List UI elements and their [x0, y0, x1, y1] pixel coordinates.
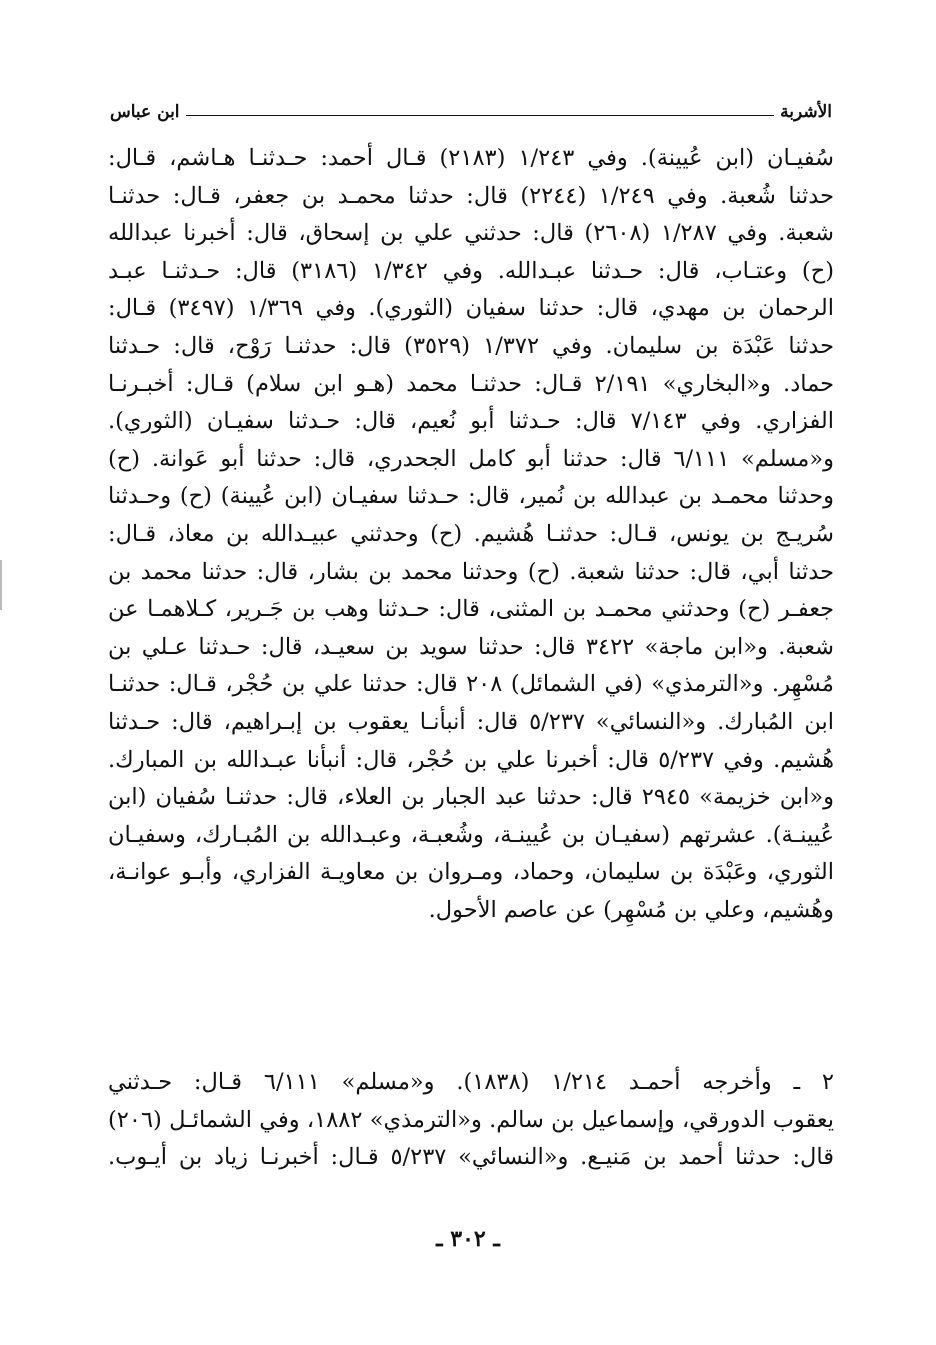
text-line: (ح) وعتـاب، قال: حـدثنا عبـدالله. وفي ١/٣٤٢ (٣١٨٦) قال: حـدثنـا عبـد [108, 257, 834, 284]
text-line: حماد. و«البخاري» ٢/١٩١ قـال: حدثنـا محمد (هـو ابن سلام) قـال: أخبـرنـا [108, 370, 834, 397]
text-line: الثوري، وعَبْدَة بن سليمان، وحماد، ومـروان بن معاويـة الفزاري، وأبـو عوانـة، [108, 859, 834, 886]
text-line: مُسْهِر. و«الترمذي» (في الشمائل) ٢٠٨ قال: حدثنا علي بن حُجْر، قـال: حدثنـا [108, 671, 834, 698]
header-rule [186, 115, 775, 116]
text-line: حدثنا عَبْدَة بن سليمان. وفي ١/٣٧٢ (٣٥٢٩) قال: حدثنـا رَوْح، قال: حـدثنا [108, 332, 834, 359]
page-number: ـ ٣٠٢ ـ [436, 1226, 500, 1252]
text-line: وحدثنا محمـد بن عبدالله بن نُمير، قال: حـدثنا سفيـان (ابن عُيينة) (ح) وحـدثنا [108, 483, 834, 510]
footnote-line: قال: حدثنا أحمد بن مَنيـع. و«النسائي» ٥/٢٣٧ قـال: أخبرنـا زياد بن أيـوب. [108, 1144, 834, 1171]
text-line: شعبة. وفي ١/٢٨٧ (٢٦٠٨) قال: حدثني علي بن إسحاق، قال: أخبرنا عبدالله [108, 220, 834, 247]
scan-edge-mark [0, 560, 2, 610]
text-line: و«ابن خزيمة» ٢٩٤٥ قال: حدثنا عبد الجبار بن العلاء، قال: حدثنـا سُفيان (ابن [108, 784, 834, 811]
text-line: الفزاري. وفي ٧/١٤٣ قال: حـدثنا أبو نُعيم، قال: حـدثنا سفيـان (الثوري). [108, 408, 834, 435]
text-line: عُيينـة). عشرتهم (سفيـان بن عُيينـة، وشُعبـة، وعبـدالله بن المُبـارك، وسفيـان [108, 821, 834, 848]
text-line: و«مسلم» ٦/١١١ قال: حدثنا أبو كامل الجحدري، قال: حدثنا أبو عَوانة. (ح) [108, 445, 834, 472]
text-line: سُفيـان (ابن عُيينة). وفي ١/٢٤٣ (٢١٨٣) قـال أحمد: حـدثنـا هـاشم، قـال: [108, 145, 834, 171]
header-chapter-title: الأشربة [780, 102, 832, 122]
main-text-block [108, 140, 834, 929]
header-section-title: ابن عباس [110, 102, 180, 122]
text-line: حدثنا أبي، قال: حدثنا شعبة. (ح) وحدثنا محمد بن بشار، قال: حدثنا محمد بن [108, 558, 834, 585]
footnote-block [108, 1064, 834, 1177]
text-line: الرحمان بن مهدي، قال: حدثنا سفيان (الثوري). وفي ١/٣٦٩ (٣٤٩٧) قـال: [108, 295, 834, 322]
running-header [110, 92, 832, 122]
text-line: سُريـج بن يونس، قـال: حدثنـا هُشيم. (ح) وحدثني عبيـدالله بن معاذ، قـال: [108, 520, 834, 547]
text-line: حدثنا شُعبة. وفي ١/٢٤٩ (٢٢٤٤) قال: حدثنا محمـد بن جعفر، قـال: حدثنـا [108, 182, 834, 209]
text-line: هُشيم. وفي ٥/٢٣٧ قال: أخبرنا علي بن حُجْر، قال: أنبأنا عبـدالله بن المبارك. [108, 746, 834, 773]
text-line: وهُشيم، وعلي بن مُسْهِر) عن عاصم الأحول. [428, 896, 834, 923]
text-line: ابن المُبارك. و«النسائي» ٥/٢٣٧ قال: أنبأنـا يعقوب بن إبـراهيم، قال: حـدثنا [108, 708, 834, 735]
text-line: جعفـر (ح) وحدثني محمـد بن المثنى، قال: حـدثنا وهب بن جَـرير، كـلاهمـا عن [108, 596, 834, 623]
text-line: شعبة. و«ابن ماجة» ٣٤٢٢ قال: حدثنا سويد بن سعيـد، قال: حـدثنا عـلي بن [108, 633, 834, 660]
footnote-line: ٢ ـ وأخرجه أحمـد ١/٢١٤ (١٨٣٨). و«مسلم» ٦/١١١ قـال: حـدثني [108, 1069, 834, 1095]
footnote-line: يعقوب الدورقي، وإسماعيل بن سالم. و«الترمذي» ١٨٨٢، وفي الشمائـل (٢٠٦) [108, 1106, 834, 1133]
